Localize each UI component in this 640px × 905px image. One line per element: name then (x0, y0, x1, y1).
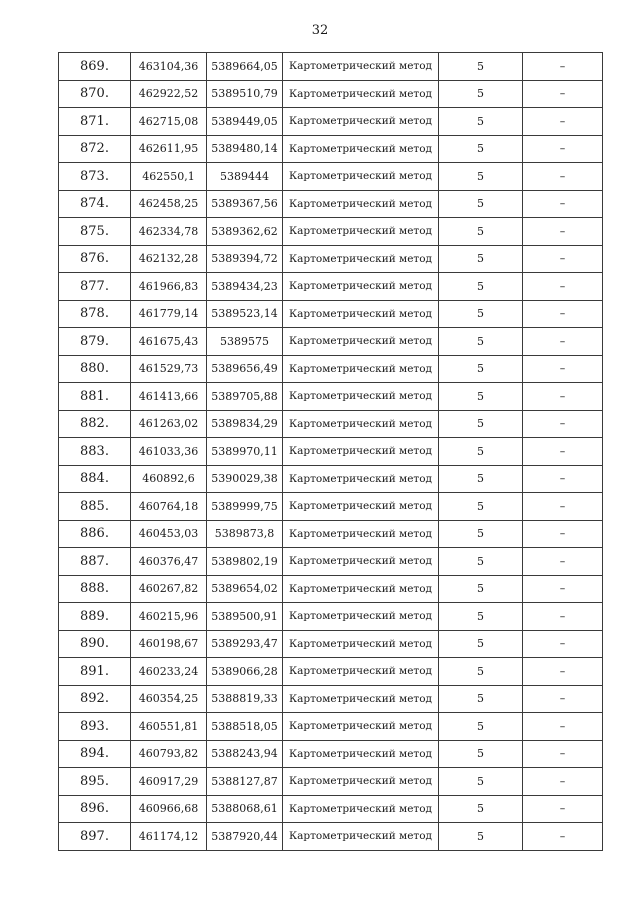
point-number-cell: 872. (59, 135, 131, 163)
point-number-cell: 886. (59, 520, 131, 548)
point-number-cell: 897. (59, 823, 131, 851)
x-coordinate-cell: 462458,25 (131, 190, 207, 218)
y-coordinate-cell: 5388127,87 (207, 768, 283, 796)
accuracy-cell: 5 (439, 355, 523, 383)
accuracy-cell: 5 (439, 438, 523, 466)
accuracy-cell: 5 (439, 685, 523, 713)
y-coordinate-cell: 5389293,47 (207, 630, 283, 658)
table-row (59, 603, 603, 631)
note-cell: – (523, 355, 603, 383)
point-number-cell: 882. (59, 410, 131, 438)
table-row (59, 438, 603, 466)
table-row (59, 548, 603, 576)
accuracy-cell: 5 (439, 273, 523, 301)
method-cell: Картометрический метод (283, 410, 439, 438)
table-row (59, 575, 603, 603)
table-row (59, 630, 603, 658)
y-coordinate-cell: 5389802,19 (207, 548, 283, 576)
y-coordinate-cell: 5389873,8 (207, 520, 283, 548)
y-coordinate-cell: 5389449,05 (207, 108, 283, 136)
table-row (59, 685, 603, 713)
method-cell: Картометрический метод (283, 493, 439, 521)
point-number-cell: 892. (59, 685, 131, 713)
accuracy-cell: 5 (439, 658, 523, 686)
accuracy-cell: 5 (439, 300, 523, 328)
x-coordinate-cell: 462715,08 (131, 108, 207, 136)
point-number-cell: 870. (59, 80, 131, 108)
x-coordinate-cell: 461529,73 (131, 355, 207, 383)
note-cell: – (523, 438, 603, 466)
note-cell: – (523, 493, 603, 521)
accuracy-cell: 5 (439, 465, 523, 493)
y-coordinate-cell: 5389664,05 (207, 53, 283, 81)
x-coordinate-cell: 460233,24 (131, 658, 207, 686)
point-number-cell: 881. (59, 383, 131, 411)
point-number-cell: 883. (59, 438, 131, 466)
method-cell: Картометрический метод (283, 438, 439, 466)
accuracy-cell: 5 (439, 135, 523, 163)
accuracy-cell: 5 (439, 740, 523, 768)
point-number-cell: 873. (59, 163, 131, 191)
x-coordinate-cell: 462922,52 (131, 80, 207, 108)
x-coordinate-cell: 460793,82 (131, 740, 207, 768)
y-coordinate-cell: 5388068,61 (207, 795, 283, 823)
accuracy-cell: 5 (439, 80, 523, 108)
point-number-cell: 871. (59, 108, 131, 136)
accuracy-cell: 5 (439, 768, 523, 796)
x-coordinate-cell: 461413,66 (131, 383, 207, 411)
accuracy-cell: 5 (439, 823, 523, 851)
method-cell: Картометрический метод (283, 603, 439, 631)
accuracy-cell: 5 (439, 795, 523, 823)
x-coordinate-cell: 460198,67 (131, 630, 207, 658)
point-number-cell: 890. (59, 630, 131, 658)
y-coordinate-cell: 5389444 (207, 163, 283, 191)
page-number: 32 (311, 23, 329, 38)
note-cell: – (523, 273, 603, 301)
note-cell: – (523, 795, 603, 823)
accuracy-cell: 5 (439, 108, 523, 136)
method-cell: Картометрический метод (283, 245, 439, 273)
x-coordinate-cell: 461263,02 (131, 410, 207, 438)
table-row (59, 383, 603, 411)
point-number-cell: 893. (59, 713, 131, 741)
y-coordinate-cell: 5389480,14 (207, 135, 283, 163)
method-cell: Картометрический метод (283, 713, 439, 741)
x-coordinate-cell: 460917,29 (131, 768, 207, 796)
note-cell: – (523, 218, 603, 246)
note-cell: – (523, 163, 603, 191)
table-row (59, 823, 603, 851)
accuracy-cell: 5 (439, 245, 523, 273)
accuracy-cell: 5 (439, 520, 523, 548)
point-number-cell: 869. (59, 53, 131, 81)
table-row (59, 53, 603, 81)
y-coordinate-cell: 5388518,05 (207, 713, 283, 741)
y-coordinate-cell: 5389362,62 (207, 218, 283, 246)
x-coordinate-cell: 463104,36 (131, 53, 207, 81)
table-row (59, 713, 603, 741)
accuracy-cell: 5 (439, 493, 523, 521)
point-number-cell: 887. (59, 548, 131, 576)
accuracy-cell: 5 (439, 190, 523, 218)
method-cell: Картометрический метод (283, 575, 439, 603)
point-number-cell: 896. (59, 795, 131, 823)
point-number-cell: 889. (59, 603, 131, 631)
table-row (59, 163, 603, 191)
point-number-cell: 891. (59, 658, 131, 686)
note-cell: – (523, 740, 603, 768)
x-coordinate-cell: 460376,47 (131, 548, 207, 576)
accuracy-cell: 5 (439, 713, 523, 741)
note-cell: – (523, 603, 603, 631)
table-row (59, 245, 603, 273)
table-row (59, 80, 603, 108)
y-coordinate-cell: 5389705,88 (207, 383, 283, 411)
method-cell: Картометрический метод (283, 273, 439, 301)
table-row (59, 740, 603, 768)
x-coordinate-cell: 460966,68 (131, 795, 207, 823)
accuracy-cell: 5 (439, 630, 523, 658)
note-cell: – (523, 190, 603, 218)
y-coordinate-cell: 5389834,29 (207, 410, 283, 438)
accuracy-cell: 5 (439, 53, 523, 81)
table-row (59, 493, 603, 521)
accuracy-cell: 5 (439, 575, 523, 603)
note-cell: – (523, 575, 603, 603)
method-cell: Картометрический метод (283, 218, 439, 246)
table-row (59, 410, 603, 438)
method-cell: Картометрический метод (283, 465, 439, 493)
x-coordinate-cell: 461174,12 (131, 823, 207, 851)
x-coordinate-cell: 460551,81 (131, 713, 207, 741)
accuracy-cell: 5 (439, 383, 523, 411)
accuracy-cell: 5 (439, 603, 523, 631)
table-row (59, 300, 603, 328)
note-cell: – (523, 713, 603, 741)
accuracy-cell: 5 (439, 163, 523, 191)
y-coordinate-cell: 5388819,33 (207, 685, 283, 713)
note-cell: – (523, 383, 603, 411)
method-cell: Картометрический метод (283, 108, 439, 136)
note-cell: – (523, 685, 603, 713)
note-cell: – (523, 300, 603, 328)
point-number-cell: 888. (59, 575, 131, 603)
point-number-cell: 880. (59, 355, 131, 383)
method-cell: Картометрический метод (283, 520, 439, 548)
method-cell: Картометрический метод (283, 53, 439, 81)
x-coordinate-cell: 460764,18 (131, 493, 207, 521)
accuracy-cell: 5 (439, 218, 523, 246)
y-coordinate-cell: 5389500,91 (207, 603, 283, 631)
table-row (59, 135, 603, 163)
method-cell: Картометрический метод (283, 548, 439, 576)
note-cell: – (523, 823, 603, 851)
note-cell: – (523, 520, 603, 548)
method-cell: Картометрический метод (283, 685, 439, 713)
y-coordinate-cell: 5389394,72 (207, 245, 283, 273)
y-coordinate-cell: 5389066,28 (207, 658, 283, 686)
accuracy-cell: 5 (439, 410, 523, 438)
y-coordinate-cell: 5388243,94 (207, 740, 283, 768)
note-cell: – (523, 328, 603, 356)
point-number-cell: 894. (59, 740, 131, 768)
y-coordinate-cell: 5389970,11 (207, 438, 283, 466)
x-coordinate-cell: 462334,78 (131, 218, 207, 246)
table-row (59, 795, 603, 823)
x-coordinate-cell: 462550,1 (131, 163, 207, 191)
note-cell: – (523, 135, 603, 163)
x-coordinate-cell: 461033,36 (131, 438, 207, 466)
y-coordinate-cell: 5389999,75 (207, 493, 283, 521)
note-cell: – (523, 80, 603, 108)
table-row (59, 658, 603, 686)
y-coordinate-cell: 5389510,79 (207, 80, 283, 108)
table-row (59, 273, 603, 301)
accuracy-cell: 5 (439, 548, 523, 576)
x-coordinate-cell: 462132,28 (131, 245, 207, 273)
note-cell: – (523, 768, 603, 796)
y-coordinate-cell: 5389575 (207, 328, 283, 356)
point-number-cell: 879. (59, 328, 131, 356)
method-cell: Картометрический метод (283, 658, 439, 686)
table-row (59, 520, 603, 548)
x-coordinate-cell: 460215,96 (131, 603, 207, 631)
method-cell: Картометрический метод (283, 163, 439, 191)
point-number-cell: 877. (59, 273, 131, 301)
point-number-cell: 875. (59, 218, 131, 246)
coordinates-table (58, 52, 603, 851)
method-cell: Картометрический метод (283, 740, 439, 768)
point-number-cell: 874. (59, 190, 131, 218)
y-coordinate-cell: 5390029,38 (207, 465, 283, 493)
method-cell: Картометрический метод (283, 135, 439, 163)
table-row (59, 328, 603, 356)
x-coordinate-cell: 460453,03 (131, 520, 207, 548)
table-row (59, 465, 603, 493)
method-cell: Картометрический метод (283, 300, 439, 328)
y-coordinate-cell: 5389367,56 (207, 190, 283, 218)
method-cell: Картометрический метод (283, 383, 439, 411)
method-cell: Картометрический метод (283, 80, 439, 108)
x-coordinate-cell: 461779,14 (131, 300, 207, 328)
x-coordinate-cell: 460354,25 (131, 685, 207, 713)
note-cell: – (523, 410, 603, 438)
method-cell: Картометрический метод (283, 768, 439, 796)
point-number-cell: 895. (59, 768, 131, 796)
table-row (59, 108, 603, 136)
method-cell: Картометрический метод (283, 355, 439, 383)
point-number-cell: 878. (59, 300, 131, 328)
y-coordinate-cell: 5387920,44 (207, 823, 283, 851)
point-number-cell: 885. (59, 493, 131, 521)
y-coordinate-cell: 5389434,23 (207, 273, 283, 301)
note-cell: – (523, 245, 603, 273)
accuracy-cell: 5 (439, 328, 523, 356)
y-coordinate-cell: 5389523,14 (207, 300, 283, 328)
note-cell: – (523, 108, 603, 136)
x-coordinate-cell: 461675,43 (131, 328, 207, 356)
x-coordinate-cell: 460267,82 (131, 575, 207, 603)
x-coordinate-cell: 462611,95 (131, 135, 207, 163)
method-cell: Картометрический метод (283, 823, 439, 851)
note-cell: – (523, 465, 603, 493)
x-coordinate-cell: 461966,83 (131, 273, 207, 301)
table-row (59, 768, 603, 796)
table-row (59, 190, 603, 218)
x-coordinate-cell: 460892,6 (131, 465, 207, 493)
point-number-cell: 876. (59, 245, 131, 273)
note-cell: – (523, 53, 603, 81)
method-cell: Картометрический метод (283, 190, 439, 218)
table-row (59, 355, 603, 383)
y-coordinate-cell: 5389656,49 (207, 355, 283, 383)
method-cell: Картометрический метод (283, 795, 439, 823)
method-cell: Картометрический метод (283, 630, 439, 658)
note-cell: – (523, 548, 603, 576)
coordinates-table-body (59, 53, 603, 851)
note-cell: – (523, 630, 603, 658)
point-number-cell: 884. (59, 465, 131, 493)
note-cell: – (523, 658, 603, 686)
table-row (59, 218, 603, 246)
method-cell: Картометрический метод (283, 328, 439, 356)
y-coordinate-cell: 5389654,02 (207, 575, 283, 603)
